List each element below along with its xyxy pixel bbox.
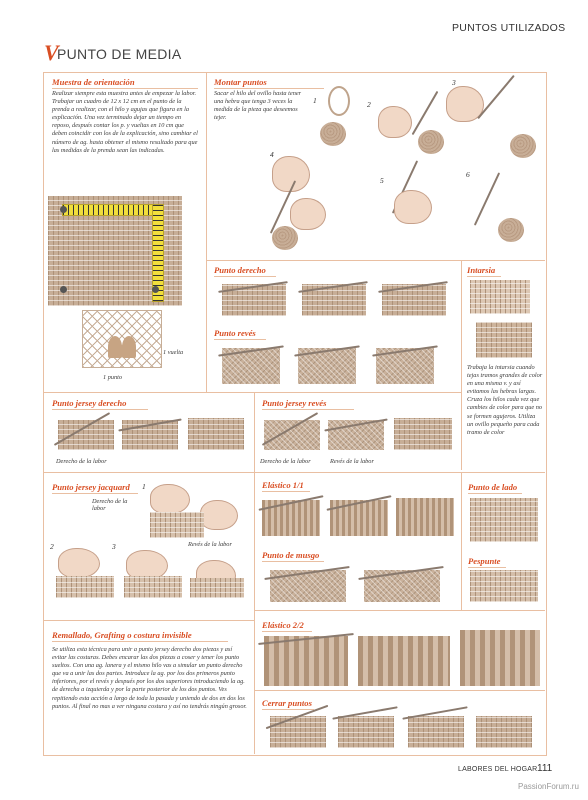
punto-lado-title: Punto de lado [468,482,522,494]
stitch-illustration [188,418,244,450]
jacquard-title: Punto jersey jacquard [52,482,138,494]
divider [254,690,545,691]
section-header: PUNTOS UTILIZADOS [452,22,566,34]
divider [43,620,254,621]
cerrar-title: Cerrar puntos [262,698,314,710]
muestra-title: Muestra de orientación [52,77,198,89]
yarn-ball-icon [510,134,536,158]
intarsia-swatch [476,322,532,358]
hand-icon [290,198,326,230]
stitch-illustration [270,716,326,748]
page-title-text: PUNTO DE MEDIA [57,46,182,62]
page-title [44,40,244,65]
step-number: 3 [452,78,456,87]
intarsia-body: Trabaja la intarsia cuando tejas tramos grandes de color en una misma v. y así evitamos las hebras largas. Cruza los hilos cada vez que cambies de color para que no se formen agujeros. Utiliza un ovillo pequeño para cada tramo de color [467,364,543,436]
divider [254,472,255,754]
hand-icon [378,106,412,138]
yarn-ball-icon [272,226,298,250]
hand-icon [150,484,190,514]
jacquard-caption-derecho [92,498,132,512]
title-checkmark-icon: V [44,40,59,65]
reves-title: Punto revés [214,328,266,340]
stitch-illustration [190,578,244,598]
musgo-title: Punto de musgo [262,550,324,562]
caption-reves: Revés de la labor [330,458,374,465]
stitch-illustration [264,636,348,686]
yarn-ball-icon [418,130,444,154]
stitch-highlight [108,336,122,358]
ruler-icon [62,204,164,216]
remallado-title: Remallado, Grafting o costura invisible [52,630,228,642]
stitch-illustration [470,570,538,602]
hand-icon [58,548,100,578]
jacquard-caption-reves: Revés de la labor [188,541,232,548]
divider [461,472,462,610]
caption-derecho: Derecho de la labor [56,458,107,465]
footer-watermark: PassionForum.ru [518,782,579,791]
divider [461,260,462,470]
pin-icon [60,206,67,213]
stitch-illustration [460,630,540,686]
hand-icon [200,500,238,530]
hand-icon [394,190,432,224]
stitch-highlight [122,336,136,358]
divider [43,472,545,473]
caption-derecho: Derecho de la labor [260,458,311,465]
jersey-reves-title: Punto jersey revés [262,398,354,410]
yarn-ball-icon [498,218,524,242]
stitch-illustration [150,512,204,538]
divider [43,392,461,393]
footer-page-number: 111 [537,763,553,774]
label-punto: 1 punto [103,374,123,381]
step-number: 4 [270,150,274,159]
stitch-illustration [124,576,182,598]
label-vuelta: 1 vuelta [163,349,184,356]
step-number: 1 [142,482,146,491]
step-number: 3 [112,542,116,551]
remallado-body: Se utiliza esta técnica para unir a punto jersey derecho dos piezas y así evitar las costuras. Debes encarar las dos piezas a coser y tener los punto sueltos. Con una ag. lanera y el mismo hilo vas a simular un punto derecho que va a unir las dos partes. Introduce la ag. por los dos primeros punto inferiores, por el revés y después por los dos superiores introduciendo la ag. de derecha a izquierda y por la parte posterior de los dos puntos. Ves repitiendo esta acción a largo de toda la pasada y uniendo de dos en dos los puntos. Al final no mas a ver ninguna costura y así no tendrás ningún grosor. [52,646,247,710]
stitch-illustration [476,716,532,748]
pespunte-title: Pespunte [468,556,506,568]
derecho-title: Punto derecho [214,265,276,277]
jersey-derecho-title: Punto jersey derecho [52,398,148,410]
step-number: 5 [380,176,384,185]
step-number: 6 [466,170,470,179]
stitch-illustration [394,418,452,450]
stitch-illustration [470,498,538,542]
footer-magazine: LABORES DEL HOGAR [458,766,538,773]
stitch-illustration [396,498,454,536]
divider [206,260,545,261]
divider [254,392,255,472]
yarn-loop-icon [328,86,350,116]
montar-title: Montar puntos [214,77,324,89]
stitch-illustration [338,716,394,748]
pin-icon [60,286,67,293]
intarsia-swatch [470,280,530,314]
step-number: 1 [313,96,317,105]
yarn-ball-icon [320,122,346,146]
stitch-detail [82,310,162,368]
elastico11-title: Elástico 1/1 [262,480,310,492]
pin-icon [152,286,159,293]
stitch-illustration [264,420,320,450]
step-number: 2 [367,100,371,109]
intarsia-title: Intarsia [467,265,501,277]
elastico22-title: Elástico 2/2 [262,620,312,632]
montar-body: Sacar el hilo del ovillo hasta tener una hebra que tenga 3 veces la medida de la pieza que deseemos tejer. [214,90,302,122]
divider [206,72,207,392]
stitch-illustration [56,576,114,598]
step-number: 2 [50,542,54,551]
stitch-illustration [408,716,464,748]
stitch-illustration [358,636,450,686]
jacquard-caption-text: Derecho de la labor [92,498,128,512]
muestra-body: Realizar siempre esta muestra antes de empezar la labor. Trabajar un cuadro de 12 x 12 cm en el punto de la prenda a realizar, con el hilo y agujas que figura en la explicación. Una vez terminado dejar un tiempo en reposo, después contar los p. y vueltas en 10 cm que deben coincidir con los de la explicación, sino cambiar el número de ag. hasta obtener el mismo resultado para que las medidas de la prenda sean las indicadas. [52,90,198,154]
divider [254,610,545,611]
